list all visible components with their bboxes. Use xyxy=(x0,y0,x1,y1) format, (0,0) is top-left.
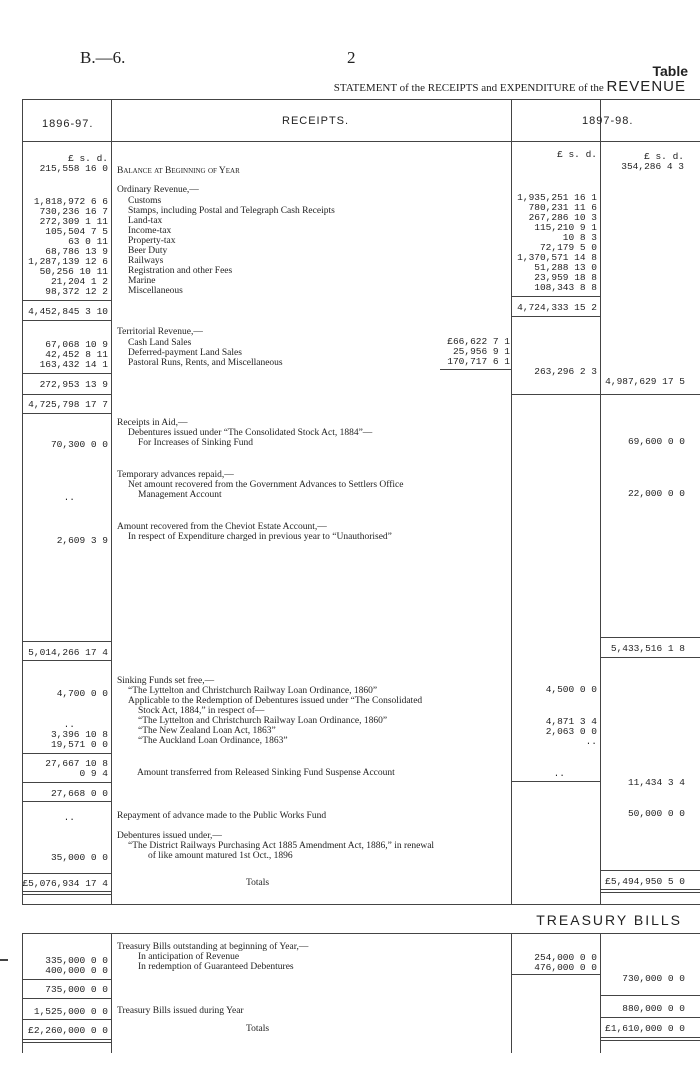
sinking-line1-mid: 4,500 0 0 xyxy=(545,684,597,695)
tb-rule-outstanding-left xyxy=(22,998,111,999)
territorial-label-2: Pastoral Runs, Rents, and Miscellaneous xyxy=(128,358,283,368)
rule-totals-right xyxy=(600,870,700,871)
total2-left: 5,014,266 17 4 xyxy=(28,647,108,658)
territorial-left-0: 67,068 10 9 xyxy=(45,339,108,350)
ordinary-left-1: 730,236 16 7 xyxy=(39,206,108,217)
header-bottom-rule xyxy=(22,141,700,142)
pw-label: Repayment of advance made to the Public Works Fund xyxy=(117,811,327,821)
totals-right: £5,494,950 5 0 xyxy=(605,876,685,887)
cheviot-left: 2,609 3 9 xyxy=(56,535,108,546)
sinking-item-mid-2: .. xyxy=(585,736,597,747)
ordinary-label-3: Income-tax xyxy=(128,226,172,236)
totals-label: Totals xyxy=(246,878,270,888)
ordinary-label-4: Property-tax xyxy=(128,236,176,246)
tb-item-left-0: 335,000 0 0 xyxy=(45,955,108,966)
sinking-line-3: Stock Act, 1884,” in respect of— xyxy=(138,706,265,716)
ordinary-heading: Ordinary Revenue,— xyxy=(117,185,199,195)
rule-subtotal-bottom xyxy=(22,413,111,414)
table-label: Table xyxy=(652,63,688,79)
statement-title xyxy=(334,78,686,95)
lsd-left: £ s. d. xyxy=(68,153,108,164)
tb-rule-outstanding-right xyxy=(600,995,700,996)
tb-rule-totals-left-2 xyxy=(22,1042,111,1043)
tb-rule-items-mid xyxy=(511,974,600,975)
ordinary-label-7: Registration and other Fees xyxy=(128,266,233,276)
sinking-item-left-1: 3,396 10 8 xyxy=(50,729,108,740)
rule-ordinary-total-left xyxy=(22,320,111,321)
tb-col-rule-1 xyxy=(111,933,112,1053)
document-reference: B.—6. xyxy=(80,48,126,67)
sinking-total-left: 27,667 10 8 xyxy=(45,758,108,769)
territorial-label-1: Deferred-payment Land Sales xyxy=(128,348,242,358)
sinking-item-label-1: “The New Zealand Loan Act, 1863” xyxy=(138,726,276,736)
tb-col-rule-2 xyxy=(511,933,512,1053)
tb-rule-items-left xyxy=(22,979,111,980)
tb-rule-totals-right-2 xyxy=(600,1040,700,1041)
cheviot-heading: Amount recovered from the Cheviot Estate Account,— xyxy=(117,522,327,532)
tb-item-left-1: 400,000 0 0 xyxy=(45,965,108,976)
rule-sinking-left xyxy=(22,753,111,754)
temp-line-1: Net amount recovered from the Government Advances to Settlers Office xyxy=(128,480,404,490)
ordinary-left-2: 272,309 1 11 xyxy=(39,216,108,227)
col-rule-1 xyxy=(111,99,112,905)
ordinary-left-9: 98,372 12 2 xyxy=(45,286,108,297)
ordinary-label-5: Beer Duty xyxy=(128,246,168,256)
ordinary-label-6: Railways xyxy=(128,256,164,266)
rule-ordinary-mid xyxy=(511,296,600,297)
tb-issued-left: 1,525,000 0 0 xyxy=(33,1006,108,1017)
rule-total2-right xyxy=(600,637,700,638)
ordinary-left-6: 1,287,139 12 6 xyxy=(28,256,108,267)
released-left: 0 9 4 xyxy=(79,768,108,779)
tb-rule-totals-right-1 xyxy=(600,1037,700,1038)
pw-right: 50,000 0 0 xyxy=(627,808,685,819)
ordinary-mid-4: 10 8 3 xyxy=(562,232,597,243)
ordinary-label-1: Stamps, including Postal and Telegraph Cash Receipts xyxy=(128,206,335,216)
tb-margin-dash xyxy=(0,959,8,961)
rule-sinking-sum-top xyxy=(22,782,111,783)
ordinary-left-8: 21,204 1 2 xyxy=(50,276,108,287)
ordinary-left-7: 50,256 10 11 xyxy=(39,266,108,277)
ordinary-label-9: Miscellaneous xyxy=(128,286,183,296)
territorial-label-0: Cash Land Sales xyxy=(128,338,192,348)
ordinary-label-2: Land-tax xyxy=(128,216,163,226)
tb-item-label-1: In redemption of Guaranteed Debentures xyxy=(138,962,294,972)
balance-right: 354,286 4 3 xyxy=(621,161,684,172)
table-bottom-rule xyxy=(22,904,700,905)
rule-totals-double-right-2 xyxy=(600,892,700,893)
sinking-line-1: “The Lyttelton and Christchurch Railway Loan Ordinance, 1860” xyxy=(128,686,378,696)
ordinary-left-4: 63 0 11 xyxy=(68,236,108,247)
sinking-line1-left: 4,700 0 0 xyxy=(56,688,108,699)
sinking-item-mid-0: 4,871 3 4 xyxy=(545,716,597,727)
deb-line-2: of like amount matured 1st Oct., 1896 xyxy=(148,851,293,861)
rule-mid-block xyxy=(511,394,700,395)
ordinary-total-left: 4,452,845 3 10 xyxy=(28,306,108,317)
statement-prefix: STATEMENT of the RECEIPTS and EXPENDITURE of the xyxy=(333,82,604,94)
ordinary-left-5: 68,786 13 9 xyxy=(45,246,108,257)
table-top-rule xyxy=(22,99,700,100)
tb-top-rule xyxy=(22,933,700,934)
temp-line-2: Management Account xyxy=(138,490,222,500)
tb-issued-right: 880,000 0 0 xyxy=(622,1003,685,1014)
tb-totals-right: £1,610,000 0 0 xyxy=(605,1023,685,1034)
sinking-sum-left: 27,668 0 0 xyxy=(50,788,108,799)
rule-total2-left-b xyxy=(22,660,111,661)
receipts-heading: RECEIPTS. xyxy=(282,115,350,127)
deb-heading: Debentures issued under,— xyxy=(117,831,222,841)
tb-outstanding-left: 735,000 0 0 xyxy=(45,984,108,995)
lsd-mid: £ s. d. xyxy=(557,149,597,160)
deb-left: 35,000 0 0 xyxy=(50,852,108,863)
territorial-total-mid: 263,296 2 3 xyxy=(534,366,597,377)
page-number: 2 xyxy=(347,48,356,67)
territorial-left-2: 163,432 14 1 xyxy=(39,359,108,370)
sinking-item-mid-1: 2,063 0 0 xyxy=(545,726,597,737)
released-label: Amount transferred from Released Sinking Fund Suspense Account xyxy=(137,768,395,778)
aid-line-1: Debentures issued under “The Consolidated Stock Act, 1884”— xyxy=(128,428,373,438)
total2-right: 5,433,516 1 8 xyxy=(610,643,685,654)
sinking-item-label-2: “The Auckland Loan Ordinance, 1863” xyxy=(138,736,288,746)
temp-heading: Temporary advances repaid,— xyxy=(117,470,234,480)
col-rule-3 xyxy=(600,99,601,905)
left-year-heading: 1896-97. xyxy=(42,118,94,130)
released-right: 11,434 3 4 xyxy=(627,777,685,788)
rule-total2-left xyxy=(22,641,111,642)
territorial-inner-0: £66,622 7 1 xyxy=(447,336,510,347)
territorial-left-1: 42,452 8 11 xyxy=(45,349,108,360)
treasury-bills-title: TREASURY BILLS xyxy=(536,912,682,928)
revenue-total-right: 4,987,629 17 5 xyxy=(605,376,685,387)
ordinary-total-mid: 4,724,333 15 2 xyxy=(517,302,597,313)
rule-total2-right-b xyxy=(600,657,700,658)
rule-totals-left xyxy=(22,873,111,874)
tb-col-rule-3 xyxy=(600,933,601,1053)
table-left-rule xyxy=(22,99,23,905)
ordinary-mid-3: 115,210 9 1 xyxy=(534,222,597,233)
territorial-heading: Territorial Revenue,— xyxy=(117,327,203,337)
temp-right: 22,000 0 0 xyxy=(627,488,685,499)
territorial-inner-1: 25,956 9 1 xyxy=(452,346,510,357)
sinking-item-left-0: .. xyxy=(63,719,75,730)
deb-line-1: “The District Railways Purchasing Act 1885 Amendment Act, 1886,” in renewal xyxy=(128,841,435,851)
rule-subtotal-top xyxy=(22,394,111,395)
rule-totals-double-left-2 xyxy=(22,894,111,895)
ordinary-left-3: 105,504 7 5 xyxy=(45,226,108,237)
totals-left: £5,076,934 17 4 xyxy=(22,878,108,889)
balance-label: Balance at Beginning of Year xyxy=(117,166,240,176)
territorial-inner-2: 170,717 6 1 xyxy=(447,356,510,367)
statement-revenue: REVENUE xyxy=(606,78,686,95)
tb-issued-label: Treasury Bills issued during Year xyxy=(117,1006,244,1016)
tb-rule-totals-left-1 xyxy=(22,1039,111,1040)
tb-outstanding-heading: Treasury Bills outstanding at beginning of Year,— xyxy=(117,942,309,952)
rule-released-mid xyxy=(511,781,600,782)
rule-ordinary-total-mid xyxy=(511,316,600,317)
sinking-item-left-2: 19,571 0 0 xyxy=(50,739,108,750)
tb-item-label-0: In anticipation of Revenue xyxy=(138,952,240,962)
rule-sinking-sum-bottom xyxy=(22,801,111,802)
rule-totals-double-right-1 xyxy=(600,889,700,890)
tb-item-mid-1: 476,000 0 0 xyxy=(534,962,597,973)
balance-left: 215,558 16 0 xyxy=(39,163,108,174)
ordinary-mid-9: 108,343 8 8 xyxy=(534,282,597,293)
ordinary-left-0: 1,818,972 6 6 xyxy=(33,196,108,207)
tb-totals-label: Totals xyxy=(246,1024,270,1034)
aid-line-2: For Increases of Sinking Fund xyxy=(138,438,254,448)
ordinary-label-0: Customs xyxy=(128,196,162,206)
ordinary-mid-8: 23,959 18 8 xyxy=(534,272,597,283)
aid-right: 69,600 0 0 xyxy=(627,436,685,447)
subtotal-left: 4,725,798 17 7 xyxy=(28,399,108,410)
territorial-total-left: 272,953 13 9 xyxy=(39,379,108,390)
released-mid-dots: .. xyxy=(553,768,565,779)
sinking-heading: Sinking Funds set free,— xyxy=(117,676,215,686)
tb-totals-left: £2,260,000 0 0 xyxy=(28,1025,108,1036)
sinking-item-label-0: “The Lyttelton and Christchurch Railway Loan Ordinance, 1860” xyxy=(138,716,388,726)
rule-totals-double-left-1 xyxy=(22,891,111,892)
ordinary-mid-0: 1,935,251 16 1 xyxy=(517,192,597,203)
temp-left: .. xyxy=(63,492,75,503)
ordinary-mid-6: 1,370,571 14 8 xyxy=(517,252,597,263)
ordinary-mid-1: 780,231 11 6 xyxy=(528,202,597,213)
aid-left: 70,300 0 0 xyxy=(50,439,108,450)
rule-territorial-inner xyxy=(440,369,511,370)
tb-item-mid-0: 254,000 0 0 xyxy=(534,952,597,963)
col-rule-2 xyxy=(511,99,512,905)
ordinary-label-8: Marine xyxy=(128,276,156,286)
ordinary-mid-5: 72,179 5 0 xyxy=(539,242,597,253)
tb-outstanding-right: 730,000 0 0 xyxy=(622,973,685,984)
aid-heading: Receipts in Aid,— xyxy=(117,418,188,428)
rule-territorial-left xyxy=(22,373,111,374)
tb-rule-issued-left xyxy=(22,1019,111,1020)
pw-left: .. xyxy=(63,812,75,823)
rule-ordinary-left xyxy=(22,300,111,301)
lsd-right: £ s. d. xyxy=(644,151,684,162)
ordinary-mid-7: 51,288 13 0 xyxy=(534,262,597,273)
tb-rule-issued-right xyxy=(600,1017,700,1018)
ordinary-mid-2: 267,286 10 3 xyxy=(528,212,597,223)
cheviot-line: In respect of Expenditure charged in previous year to “Unauthorised” xyxy=(128,532,392,542)
sinking-line-2: Applicable to the Redemption of Debentures issued under “The Consolidated xyxy=(128,696,423,706)
right-year-heading: 1897-98. xyxy=(582,115,634,127)
